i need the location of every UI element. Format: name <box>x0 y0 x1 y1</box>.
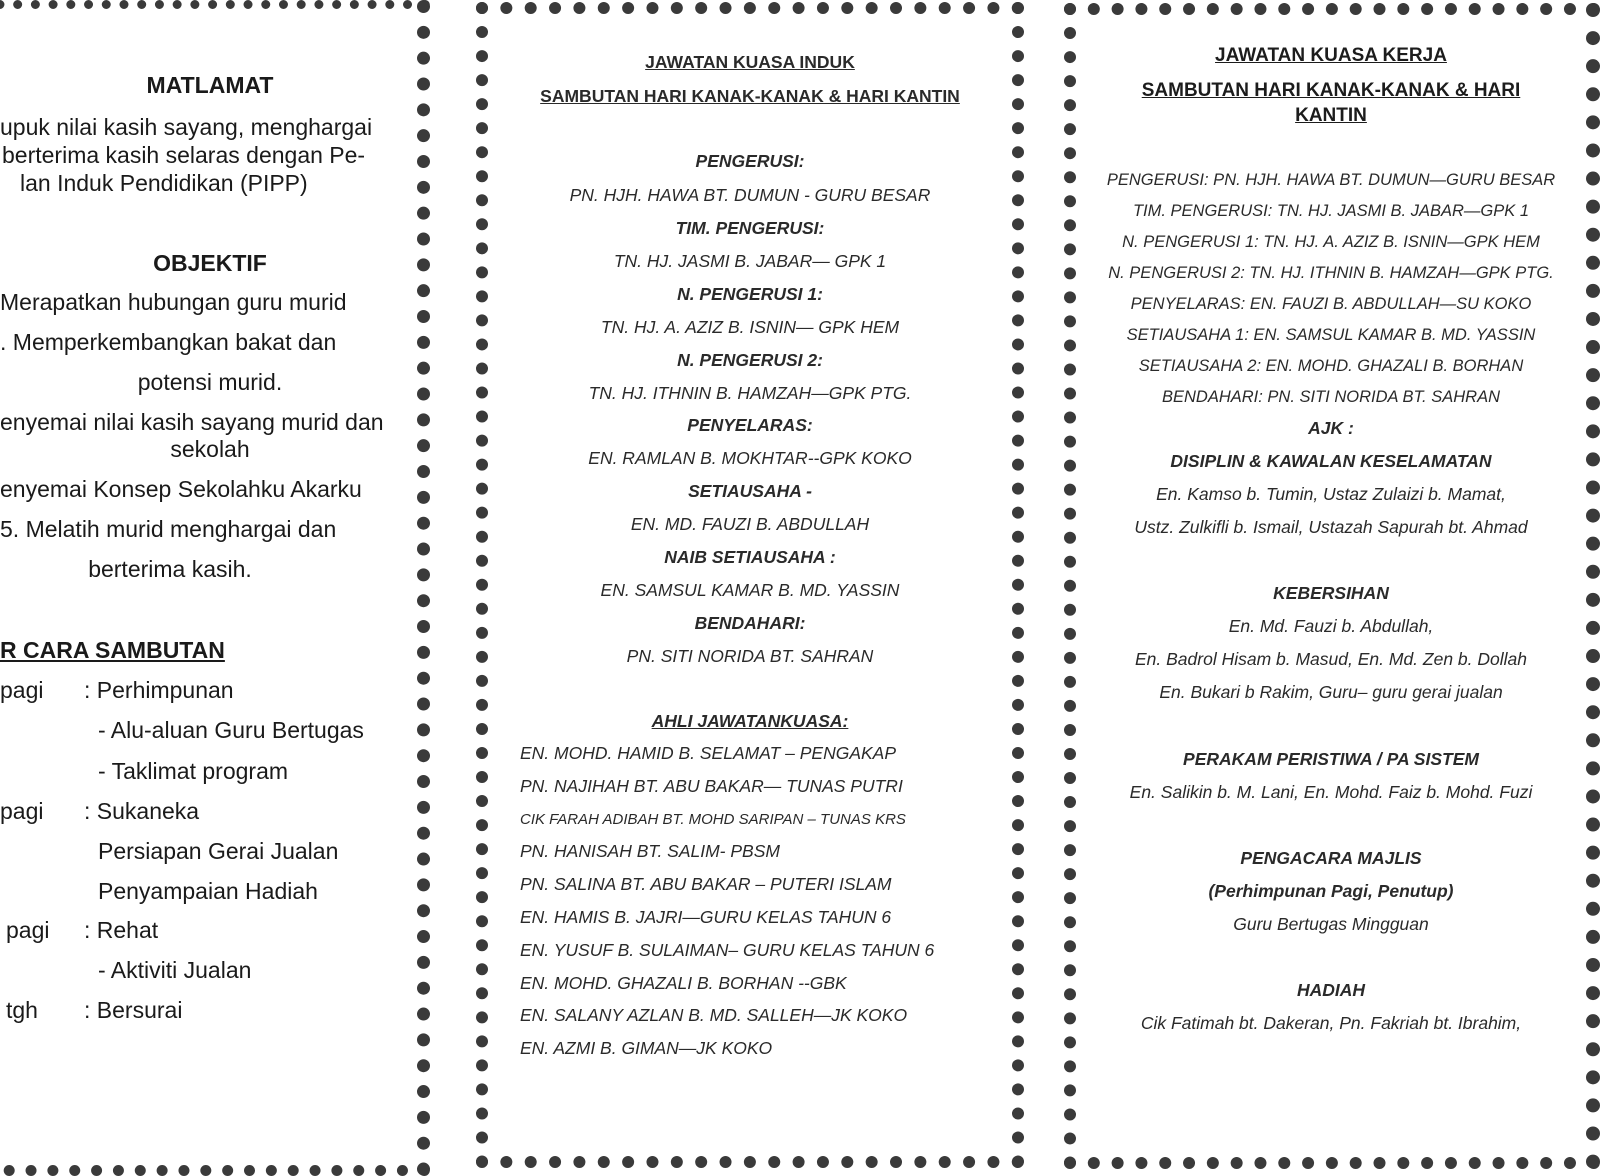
schedule-activity: - Taklimat program <box>98 758 289 784</box>
middle-title: JAWATAN KUASA INDUK <box>645 52 855 72</box>
section-heading: PERAKAM PERISTIWA / PA SISTEM <box>1183 749 1479 769</box>
role-label: BENDAHARI: <box>694 613 806 633</box>
objektif-line: berterima kasih. <box>88 556 252 582</box>
officer-line: SETIAUSAHA 2: EN. MOHD. GHAZALI B. BORHAN <box>1138 357 1524 375</box>
officer-line: SETIAUSAHA 1: EN. SAMSUL KAMAR B. MD. YASSIN <box>1126 326 1536 344</box>
right-title: JAWATAN KUASA KERJA <box>1215 45 1447 66</box>
section-heading: PENGACARA MAJLIS <box>1240 848 1422 868</box>
ajk-member: CIK FARAH ADIBAH BT. MOHD SARIPAN – TUNAS KRS <box>520 811 906 828</box>
section-line: En. Salikin b. M. Lani, En. Mohd. Faiz b. Mohd. Fuzi <box>1129 782 1533 802</box>
objektif-line: enyemai nilai kasih sayang murid dan <box>0 409 384 435</box>
role-label: PENYELARAS: <box>687 415 813 435</box>
schedule-time: pagi <box>0 677 44 703</box>
ajk-member: PN. NAJIHAH BT. ABU BAKAR— TUNAS PUTRI <box>520 776 903 796</box>
objektif-line: Merapatkan hubungan guru murid <box>0 289 347 315</box>
role-label: TIM. PENGERUSI: <box>675 218 825 238</box>
objektif-line: enyemai Konsep Sekolahku Akarku <box>0 476 362 502</box>
schedule-activity: : Bersurai <box>84 997 183 1023</box>
matlamat-line: upuk nilai kasih sayang, menghargai <box>0 114 373 140</box>
right-subtitle: SAMBUTAN HARI KANAK-KANAK & HARI <box>1141 80 1521 101</box>
objektif-heading: OBJEKTIF <box>153 250 267 276</box>
role-label: N. PENGERUSI 1: <box>677 284 823 304</box>
objektif-line: potensi murid. <box>137 369 283 395</box>
role-name: TN. HJ. ITHNIN B. HAMZAH—GPK PTG. <box>588 383 912 403</box>
atur-cara-heading: R CARA SAMBUTAN <box>0 637 225 663</box>
ajk-member: EN. AZMI B. GIMAN—JK KOKO <box>520 1038 773 1058</box>
officer-line: N. PENGERUSI 1: TN. HJ. A. AZIZ B. ISNIN—GPK HEM <box>1122 233 1540 251</box>
section-heading: KEBERSIHAN <box>1273 583 1389 603</box>
section-line: En. Md. Fauzi b. Abdullah, <box>1228 616 1434 636</box>
role-label: N. PENGERUSI 2: <box>677 350 823 370</box>
role-label: PENGERUSI: <box>695 151 805 171</box>
role-name: TN. HJ. A. AZIZ B. ISNIN— GPK HEM <box>600 317 900 337</box>
schedule-activity: Penyampaian Hadiah <box>98 878 318 904</box>
role-name: EN. SAMSUL KAMAR B. MD. YASSIN <box>600 580 900 600</box>
schedule-activity: : Rehat <box>84 917 159 943</box>
officer-line: PENGERUSI: PN. HJH. HAWA BT. DUMUN—GURU BESAR <box>1106 171 1556 189</box>
ajk-member: EN. MOHD. HAMID B. SELAMAT – PENGAKAP <box>520 743 897 763</box>
role-name: TN. HJ. JASMI B. JABAR— GPK 1 <box>613 251 887 271</box>
schedule-activity: : Sukaneka <box>84 798 200 824</box>
right-subtitle: KANTIN <box>1295 105 1367 126</box>
role-name: EN. RAMLAN B. MOKHTAR--GPK KOKO <box>588 448 912 468</box>
ajk-member: EN. SALANY AZLAN B. MD. SALLEH—JK KOKO <box>520 1005 908 1025</box>
officer-line: PENYELARAS: EN. FAUZI B. ABDULLAH—SU KOKO <box>1130 295 1532 313</box>
ajk-heading: AJK : <box>1308 418 1354 438</box>
matlamat-line: lan Induk Pendidikan (PIPP) <box>20 170 308 196</box>
section-heading: DISIPLIN & KAWALAN KESELAMATAN <box>1170 451 1492 471</box>
matlamat-line: berterima kasih selaras dengan Pe- <box>2 142 366 168</box>
ajk-member: PN. SALINA BT. ABU BAKAR – PUTERI ISLAM <box>520 874 892 894</box>
section-heading: HADIAH <box>1296 980 1366 1000</box>
section-line: En. Badrol Hisam b. Masud, En. Md. Zen b. Dollah <box>1135 649 1527 669</box>
role-name: PN. SITI NORIDA BT. SAHRAN <box>626 646 874 666</box>
schedule-time: pagi <box>6 917 50 943</box>
schedule-activity: - Aktiviti Jualan <box>98 957 252 983</box>
section-line: Ustz. Zulkifli b. Ismail, Ustazah Sapurah bt. Ahmad <box>1134 517 1528 537</box>
role-name: EN. MD. FAUZI B. ABDULLAH <box>630 514 870 534</box>
ajk-heading: AHLI JAWATANKUASA: <box>651 711 849 731</box>
objektif-line: sekolah <box>170 436 250 462</box>
schedule-time: tgh <box>6 997 38 1023</box>
schedule-activity: - Alu-aluan Guru Bertugas <box>98 717 364 743</box>
section-line: En. Bukari b Rakim, Guru– guru gerai jualan <box>1159 682 1503 702</box>
schedule-activity: : Perhimpunan <box>84 677 234 703</box>
matlamat-heading: MATLAMAT <box>146 72 274 98</box>
ajk-member: EN. MOHD. GHAZALI B. BORHAN --GBK <box>520 973 847 993</box>
objektif-line: . Memperkembangkan bakat dan <box>0 329 337 355</box>
objektif-line: 5. Melatih murid menghargai dan <box>0 516 337 542</box>
ajk-member: EN. YUSUF B. SULAIMAN– GURU KELAS TAHUN 6 <box>520 940 935 960</box>
role-label: NAIB SETIAUSAHA : <box>664 547 836 567</box>
ajk-member: PN. HANISAH BT. SALIM- PBSM <box>520 841 780 861</box>
role-label: SETIAUSAHA - <box>688 481 812 501</box>
section-line: En. Kamso b. Tumin, Ustaz Zulaizi b. Mamat, <box>1156 484 1506 504</box>
middle-subtitle: SAMBUTAN HARI KANAK-KANAK & HARI KANTIN <box>540 86 960 106</box>
officer-line: BENDAHARI: PN. SITI NORIDA BT. SAHRAN <box>1161 388 1500 406</box>
officer-line: N. PENGERUSI 2: TN. HJ. ITHNIN B. HAMZAH—GPK PTG. <box>1108 264 1554 282</box>
section-line: Guru Bertugas Mingguan <box>1233 914 1429 934</box>
schedule-activity: Persiapan Gerai Jualan <box>98 838 339 864</box>
ajk-member: EN. HAMIS B. JAJRI—GURU KELAS TAHUN 6 <box>520 907 892 927</box>
officer-line: TIM. PENGERUSI: TN. HJ. JASMI B. JABAR—GPK 1 <box>1132 202 1530 220</box>
schedule-time: pagi <box>0 798 44 824</box>
role-name: PN. HJH. HAWA BT. DUMUN - GURU BESAR <box>569 185 931 205</box>
section-line: Cik Fatimah bt. Dakeran, Pn. Fakriah bt. Ibrahim, <box>1140 1013 1522 1033</box>
section-line: (Perhimpunan Pagi, Penutup) <box>1208 881 1454 901</box>
